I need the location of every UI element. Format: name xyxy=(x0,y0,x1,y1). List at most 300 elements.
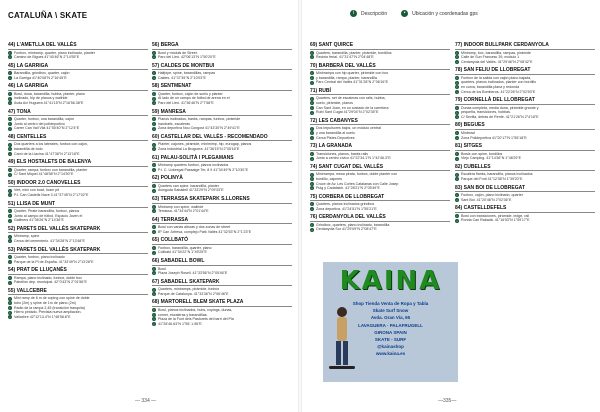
spot-title: 72) LES CABANYES xyxy=(310,118,450,126)
location-icon: • xyxy=(9,280,11,285)
info-icon: i xyxy=(9,142,11,147)
info-icon: i xyxy=(311,76,313,81)
spot-entry xyxy=(8,288,148,319)
spot-line-text: Pabellón dep. municipal. 42°0'43"N 2°01'56"E xyxy=(14,280,87,285)
location-icon: • xyxy=(153,168,155,173)
info-icon: i xyxy=(153,184,155,189)
spot-title: 79) CORNELLÀ DEL LLOBREGAT xyxy=(455,97,595,105)
spot-line-text: Quarter, funbox, cajón de suelo y planter xyxy=(158,91,223,96)
location-icon: • xyxy=(153,209,155,214)
info-icon: i xyxy=(456,131,458,136)
info-icon: i xyxy=(9,168,11,173)
spot-entry xyxy=(455,122,595,140)
spot-line-text: Bº Can Jofresa, complejo Park Vallès 41°32'53"N 2°1'23"E xyxy=(158,229,252,234)
spot-entry xyxy=(455,42,595,64)
spot-line-text: Al lado de un campo de fútbol de arena en el xyxy=(158,96,230,101)
spot-entry xyxy=(455,67,595,94)
spot-entry xyxy=(455,97,595,119)
spot-entry xyxy=(152,196,292,214)
ad-text-block xyxy=(323,300,458,358)
info-icon: i xyxy=(456,85,458,90)
ad-text-line: www.kaina.es xyxy=(375,351,406,357)
location-icon: • xyxy=(153,101,155,106)
info-icon: i xyxy=(9,301,11,306)
spot-entry xyxy=(152,175,292,193)
spot-entry xyxy=(8,267,148,285)
spot-line-text: Sant Boi. 41°20'46"N 2°02'36"E xyxy=(461,197,512,202)
spot-line-text: Planos inclinados, banks, rampas, funbox, pirámide xyxy=(158,117,241,122)
spot-line xyxy=(152,230,292,235)
info-icon: i xyxy=(9,147,11,152)
info-icon: i xyxy=(153,246,155,251)
spot-line-text: Radio de la rampa 2,45 (transición tranquila) xyxy=(14,305,85,310)
info-icon: i xyxy=(9,92,11,97)
spot-line-text: Viejo Camping. 41°14'36"N 1°48'29"E xyxy=(461,156,522,161)
spot-line xyxy=(8,172,148,177)
location-icon: • xyxy=(9,239,11,244)
location-icon: • xyxy=(153,147,155,152)
info-icon: i xyxy=(153,71,155,76)
spot-line-text: Funbox, barandilla, quarter, plano xyxy=(158,245,212,250)
spot-line-text: inclinado, hip de planos y wallride xyxy=(14,96,68,101)
location-icon: • xyxy=(401,10,408,17)
spot-line xyxy=(310,80,450,85)
spot-line-text: Plaza de la Font dels Pastorets del barri del Pla xyxy=(158,317,234,322)
info-icon: i xyxy=(311,181,313,186)
location-icon: • xyxy=(456,156,458,161)
spot-line-text: Bowl xyxy=(158,266,166,271)
info-icon: i xyxy=(456,76,458,81)
section-header: CATALUÑA \ SKATE xyxy=(8,11,88,20)
location-icon: • xyxy=(9,76,11,81)
spot-title: 47) TONA xyxy=(8,109,148,117)
spot-line-text: handrails, escaleras xyxy=(158,121,190,126)
spot-line-text: Recinto ferial. 41°31'47"N 2°04'48"E xyxy=(316,55,374,60)
spot-line-text: Cerca de los Bomberos. 41°22'26"N 2°02'53"E xyxy=(461,89,536,94)
ad-logo-title: KAINA xyxy=(339,266,442,296)
spot-entry xyxy=(8,180,148,198)
location-icon: • xyxy=(9,101,11,106)
location-icon: • xyxy=(153,76,155,81)
spot-entry xyxy=(152,42,292,60)
spot-line xyxy=(455,177,595,182)
spot-title: 55) VALLCEBRE xyxy=(8,288,148,296)
info-icon: i xyxy=(311,151,313,156)
spot-line-text: Bowl y mòduls de Street. xyxy=(158,50,198,55)
info-icon: i xyxy=(311,131,313,136)
spot-entry xyxy=(152,155,292,173)
left-page-number: — 334 — xyxy=(135,398,157,404)
info-icon: i xyxy=(9,50,11,55)
spot-line xyxy=(455,218,595,223)
spot-line xyxy=(152,147,292,152)
spot-title: 52) PARETS DEL VALLÈS SKATEPARK xyxy=(8,226,148,234)
spot-line-text: y una barandilla al suelo xyxy=(316,130,355,135)
spot-line-text: Collbató 41°34'22"N 1°49'25"E xyxy=(158,250,207,255)
spot-line-text: Vert, mini con bowl, foam pit xyxy=(14,188,59,193)
spot-line xyxy=(310,186,450,191)
info-icon: i xyxy=(153,117,155,122)
spot-line xyxy=(8,280,148,285)
ad-text-line: Shop Tienda Venta de Ropa y Tabla xyxy=(352,301,429,306)
info-icon: i xyxy=(153,204,155,209)
spot-title: 81) SITGES xyxy=(455,143,595,151)
location-icon: • xyxy=(311,227,313,232)
info-icon: i xyxy=(456,55,458,60)
info-icon: i xyxy=(311,105,313,110)
spot-title: 80) BEGUES xyxy=(455,122,595,130)
location-icon: • xyxy=(153,230,155,235)
spot-line xyxy=(8,126,148,131)
spot-line-text: Zona deportiva. 41°24'51"N 1°55'21"E xyxy=(316,206,377,211)
spot-line-text: Galliners 41°36'26"N 2°14'36"E xyxy=(14,218,64,223)
spot-title: 59) MANRESA xyxy=(152,109,292,117)
spot-entry xyxy=(8,42,148,60)
spot-title: 61) PALAU-SOLITÀ I PLEGAMANS xyxy=(152,155,292,163)
spot-line xyxy=(152,292,292,297)
kaina-advertisement xyxy=(323,262,458,382)
spot-line-text: tubo (2m) y spine de 1m de plano (2m) xyxy=(14,301,76,306)
spot-entry xyxy=(8,134,148,156)
spot-line-text: Can Sant Joan, en un costado de la carretera xyxy=(316,105,389,110)
spot-line-text: y barandilla, rampa, planter, barandilla xyxy=(316,75,377,80)
spot-line-text: Quarters, miniramps, pirámide, funbox xyxy=(158,287,220,292)
spot-title: 66) SABADELL BOWL xyxy=(152,258,292,266)
location-icon: • xyxy=(311,55,313,60)
info-icon: i xyxy=(9,234,11,239)
spot-title: 51) LLISA DE MUNT xyxy=(8,201,148,209)
spot-line-text: Puig y Cadafalch. 41°28'21"N 2°05'49"E xyxy=(316,186,380,191)
info-icon: i xyxy=(456,110,458,115)
location-icon: • xyxy=(9,172,11,177)
spot-line-text: Cerca del cementerio. 41°34'28"N 2°13'48"E xyxy=(14,238,85,243)
info-icon: i xyxy=(153,163,155,168)
spot-line-text: 41°28'46.63"N 1°55'.1.96"E xyxy=(158,321,202,326)
location-icon: • xyxy=(456,135,458,140)
location-icon: • xyxy=(456,59,458,64)
spot-title: 64) TERRASSA xyxy=(152,217,292,225)
spot-line-text: Avinguda Sabadell 41°33'29"N 2°09'33"E xyxy=(158,188,224,193)
spot-line-text: Camí de la Llavina 41°47'38"N 2°13'18"E xyxy=(14,151,80,156)
info-icon: i xyxy=(456,80,458,85)
spot-line-text: Miniramp, box, barandilla, rampas, pirámide xyxy=(461,50,531,55)
location-icon: • xyxy=(311,135,313,140)
spot-line-text: Escalera flanks, barandilla, planos inclinados xyxy=(461,172,533,177)
info-icon: i xyxy=(350,10,357,17)
spot-line-text: Bowl con varias alturas y dos zonas de street xyxy=(158,225,231,230)
spot-entry xyxy=(8,109,148,131)
spot-line-text: corner, escaleras y barandillas. xyxy=(158,312,208,317)
info-icon: i xyxy=(456,50,458,55)
spot-line-text: Avda Avi Huguera 41°41'15"N 2°16'56.38"E xyxy=(14,101,84,106)
spot-title: 82) CUBELLES xyxy=(455,164,595,172)
spot-entry xyxy=(8,63,148,81)
spot-title: 83) SAN BOI DE LLOBREGAT xyxy=(455,185,595,193)
spot-line-text: Dunas completa, media duna, pirámide grande y xyxy=(461,105,539,110)
spot-entry xyxy=(152,109,292,131)
location-icon: • xyxy=(311,110,313,115)
spot-entry xyxy=(152,258,292,276)
spot-entry xyxy=(455,143,595,161)
spot-line-text: Quarter, funbox, una barandilla, cajón xyxy=(14,117,74,122)
location-icon: • xyxy=(153,322,155,327)
location-icon: • xyxy=(9,315,11,320)
spot-title: 77) INDOOR BULLPARK CERDANYOLA xyxy=(455,42,595,50)
location-icon: • xyxy=(456,115,458,120)
info-icon: i xyxy=(9,296,11,301)
spot-line-text: Minirrampa, mesa pirata, funbox, doble planter con xyxy=(316,172,398,177)
spot-line-text: Parque de la Pl de España. 41°33'49"N 2°13'28"E xyxy=(14,259,94,264)
spot-line xyxy=(8,101,148,106)
spot-title: 60) CASTELLAR DEL VALLÈS - RECOMENDADO xyxy=(152,134,292,142)
spot-line-text: Plaza Joseph Rosell. 41°33'56"N 2°05'46"E xyxy=(158,271,228,276)
spot-line xyxy=(455,60,595,65)
spot-title: 56) BERGA xyxy=(152,42,292,50)
spot-entry xyxy=(310,63,450,85)
location-icon: • xyxy=(9,259,11,264)
spot-entry xyxy=(310,164,450,191)
spot-line xyxy=(8,260,148,265)
spot-line-text: Miniramp quarters funbox, planos inclinados xyxy=(158,163,229,168)
info-icon: i xyxy=(311,223,313,228)
info-icon: i xyxy=(311,50,313,55)
spot-line-text: Dos impulsores bajos, un módulo central xyxy=(316,126,381,131)
spot-line-text: Quarters, set de escaleras con rails, hubba, xyxy=(316,96,386,101)
spot-line-text: Zona deportiva Nou Congost 41°43'30"N 2°49'41"E xyxy=(158,126,240,131)
info-icon: i xyxy=(153,287,155,292)
spot-line-text: Junto al campo de fútbol, Espacio Joven el xyxy=(14,213,83,218)
spot-line-text: Funbox de la salida con cajón plano bajada, xyxy=(461,75,532,80)
spot-line-text: P.I. C. Llobregat Passatge Ter, 8 9 41°34'49"N 2°10'30"E xyxy=(158,167,248,172)
spot-line-text: Bowl con transiciones, pirámide, ledge, rail xyxy=(461,213,530,218)
spot-entry xyxy=(455,164,595,182)
spot-line xyxy=(152,168,292,173)
info-icon: i xyxy=(311,177,313,182)
spot-line-text: Cruce de Av. Les Cortes Catalanas con Calle Josep xyxy=(316,181,399,186)
spot-line-text: Bowl, planos inclinados, hubs, copings, dunas, xyxy=(158,307,233,312)
info-icon: i xyxy=(9,213,11,218)
spot-line xyxy=(455,198,595,203)
spot-line xyxy=(152,250,292,255)
icon-legend xyxy=(350,10,478,17)
info-icon: i xyxy=(311,202,313,207)
info-icon: i xyxy=(456,213,458,218)
spot-line xyxy=(152,322,292,327)
spot-entry xyxy=(310,214,450,232)
spot-line xyxy=(8,315,148,320)
location-icon: • xyxy=(311,207,313,212)
info-icon: i xyxy=(153,122,155,127)
spot-line-text: La Garriga 41°40'08"N 2°16'45"E xyxy=(14,75,67,80)
spot-title: 46) LA GARRIGA xyxy=(8,83,148,91)
location-icon: • xyxy=(153,250,155,255)
spot-entry xyxy=(152,217,292,235)
spot-line-text: quarters, planos inclinados, planter con bordillo xyxy=(461,80,537,85)
spot-line-text: Cerca Pistes Deportives xyxy=(316,135,355,140)
spot-title: 53) PARETS DEL VALLÈS SKATEPARK xyxy=(8,247,148,255)
spot-line xyxy=(152,101,292,106)
location-icon: • xyxy=(9,55,11,60)
spot-line xyxy=(8,55,148,60)
spot-title: 73) LA GRANADA xyxy=(310,143,450,151)
page-gutter xyxy=(298,0,302,412)
spot-line-text: Parc Central del Vallès 41°31'28"N 2°06'16"E xyxy=(316,80,389,85)
spot-line-text: pequeña, transiciones, hubbas. xyxy=(461,110,511,115)
spot-entry xyxy=(8,83,148,105)
spot-line xyxy=(455,115,595,120)
info-icon: i xyxy=(9,209,11,214)
location-icon: • xyxy=(153,292,155,297)
spot-line-text: Cerdanyola Sur 41°29'09"N 2°08'47"E xyxy=(316,227,377,232)
ad-text-line: Avda. Gran Vía, 65 xyxy=(370,315,411,321)
info-icon: i xyxy=(9,71,11,76)
ad-text-line: @kainashop xyxy=(377,344,404,350)
spot-line-text: Miniramp, spine xyxy=(14,234,40,239)
info-icon: i xyxy=(9,122,11,127)
column-2 xyxy=(152,42,292,329)
spot-line xyxy=(310,110,450,115)
spot-entry xyxy=(8,159,148,177)
spot-line xyxy=(455,136,595,141)
info-icon: i xyxy=(9,310,11,315)
spot-line-text: Quarters can spine, barandilla, planter xyxy=(158,183,219,188)
spot-line-text: Zona Industrial La Broguera. 41°36'15"N 2°05'16"E xyxy=(158,147,240,152)
spot-title: 49) ELS HOSTALETS DE BALENYA xyxy=(8,159,148,167)
location-icon: • xyxy=(9,126,11,131)
location-icon: • xyxy=(153,55,155,60)
info-icon: i xyxy=(311,96,313,101)
spot-title: 75) CORBERA DE LLOBREGAT xyxy=(310,194,450,202)
spot-line-text: Transiciones, planos, banks rails xyxy=(316,151,369,156)
spot-line-text: Mini ramp de 6 m de coping con spine de doble xyxy=(14,296,90,301)
column-3 xyxy=(310,42,450,235)
spot-entry xyxy=(310,143,450,161)
spot-line xyxy=(310,55,450,60)
spot-title: 68) MARTORELL BLEM SKATE PLAZA xyxy=(152,299,292,307)
spot-line-text: Cerdanyola del Vallès. 41°29'46"N 2°08'42"E xyxy=(461,59,533,64)
spot-line-text: Barandilla, grindbox, quarter, cajón xyxy=(14,71,70,76)
spot-title: 54) PRAT DE LLUÇANÈS xyxy=(8,267,148,275)
spot-line-text: Quarter, funbox, plano inclinado xyxy=(14,255,65,260)
info-icon: i xyxy=(153,96,155,101)
spot-title: 45) LA GARRIGA xyxy=(8,63,148,71)
location-icon: • xyxy=(456,89,458,94)
right-page-number: —335— xyxy=(438,398,457,404)
info-icon: i xyxy=(153,312,155,317)
spot-title: 71) RUBÍ xyxy=(310,88,450,96)
spot-entry xyxy=(455,205,595,223)
spot-line-text: Bowl, duna, barandilla, hubba, planter, plano xyxy=(14,91,85,96)
location-icon: • xyxy=(153,188,155,193)
spot-line-text: Halfpipe, spine, barandillas, rampas xyxy=(158,71,216,76)
spot-title: 69) SANT QUIRCE xyxy=(310,42,450,50)
info-icon: i xyxy=(311,71,313,76)
info-icon: i xyxy=(9,276,11,281)
spot-title: 70) BARBERÀ DEL VALLÈS xyxy=(310,63,450,71)
spot-entry xyxy=(152,237,292,255)
spot-entry xyxy=(8,247,148,265)
spot-line-text: Quarters, planos inclinados grindbox xyxy=(316,202,375,207)
info-icon: i xyxy=(153,266,155,271)
spot-line-text: Quarter, rampa, funbox con barandilla, planter xyxy=(14,167,88,172)
location-icon: • xyxy=(311,156,313,161)
spot-line-text: P.I. Can Castells Nave 3 41°37'45"N 2°17'02"E xyxy=(14,193,89,197)
spot-line xyxy=(152,126,292,131)
info-icon: i xyxy=(456,172,458,177)
spot-title: 84) CASTELLDEFELS xyxy=(455,205,595,213)
spot-line xyxy=(8,76,148,81)
ad-text-line: SKATE - SURF xyxy=(374,337,407,343)
spot-title: 65) COLLBATÓ xyxy=(152,237,292,245)
spot-title: 76) CERDANYOLA DEL VALLÈS xyxy=(310,214,450,222)
info-icon: i xyxy=(9,117,11,122)
info-icon: i xyxy=(311,101,313,106)
location-icon: • xyxy=(456,197,458,202)
spot-line xyxy=(152,55,292,60)
spot-line xyxy=(152,209,292,214)
info-icon: i xyxy=(311,126,313,131)
spot-title: 62) POLINYÀ xyxy=(152,175,292,183)
spot-title: 57) CALDES DE MONTBUI xyxy=(152,63,292,71)
spot-entry xyxy=(152,63,292,81)
spot-line xyxy=(8,193,148,198)
info-icon: i xyxy=(9,188,11,193)
spot-line-text: suelo, pirámide, planos xyxy=(316,101,353,106)
spot-entry xyxy=(310,88,450,115)
spot-line-text: Dos quarters a los laterales, funbox con cajón, xyxy=(14,142,88,147)
spot-line xyxy=(310,136,450,141)
location-icon: • xyxy=(311,186,313,191)
location-icon: • xyxy=(9,151,11,156)
spot-line-text: Grindbox, quarters, plano inclinado, barandilla xyxy=(316,222,390,227)
spot-entry xyxy=(8,201,148,223)
spot-line-text: Parque de Catalunya. 41°33'36"N 2°06'46"E xyxy=(158,291,229,296)
location-icon: • xyxy=(456,218,458,223)
legend-location-label: Ubicación y coordenadas gps xyxy=(412,10,478,17)
spot-entry xyxy=(152,279,292,297)
spot-line-text: Zona Polideportiva 41°20'17"N 1°55'18"E xyxy=(461,135,527,140)
spot-line-text: Junto a centro cívico 41°22'34.1"N 1°42'46.3"E xyxy=(316,156,391,161)
spot-line-text: Funbox, miniramp, quarter, plano inclinado, planter xyxy=(14,50,95,55)
spot-title: 50) INDOOR 2.0 CANOVELLES xyxy=(8,180,148,188)
spot-line-text: Parc del Lleó. 42°06'13"N 1°50'20"E xyxy=(158,55,216,60)
spot-entry xyxy=(152,134,292,152)
spot-line xyxy=(152,188,292,193)
spot-line-text: Minirrampa con hip quarter, pirámide con box xyxy=(316,71,389,76)
info-icon: i xyxy=(311,172,313,177)
column-1 xyxy=(8,42,148,322)
spot-line xyxy=(310,227,450,232)
spot-line-text: Bowls con spine, bordillos xyxy=(461,151,503,156)
spot-line xyxy=(8,239,148,244)
spot-line-text: Camino de Bigues 41°40'46"N 2°14'55"E xyxy=(14,55,80,60)
location-icon: • xyxy=(153,126,155,131)
info-icon: i xyxy=(9,96,11,101)
column-4 xyxy=(455,42,595,226)
ad-text-line: LAVAGUERA · PALAFRUGELL xyxy=(358,322,423,328)
location-icon: • xyxy=(311,80,313,85)
spot-line-text: Terrassa. 41°34'44"N 2°01'44"E xyxy=(158,209,209,214)
spot-entry xyxy=(310,42,450,60)
info-icon: i xyxy=(153,308,155,313)
spot-line xyxy=(8,152,148,157)
spot-title: 44) L'AMETLLA DEL VALLÈS xyxy=(8,42,148,50)
spot-title: 48) CENTELLES xyxy=(8,134,148,142)
spot-title: 74) SANT CUGAT DEL VALLÈS xyxy=(310,164,450,172)
spot-line-text: bordillo, cajones xyxy=(316,176,342,181)
spot-line-text: Planter, cajones, pirámide, minimimp, hip, eurogap, planos xyxy=(158,142,252,147)
spot-line-text: Vallcebre 42°12'13.4"N 1°48'58.8"E xyxy=(14,314,71,319)
